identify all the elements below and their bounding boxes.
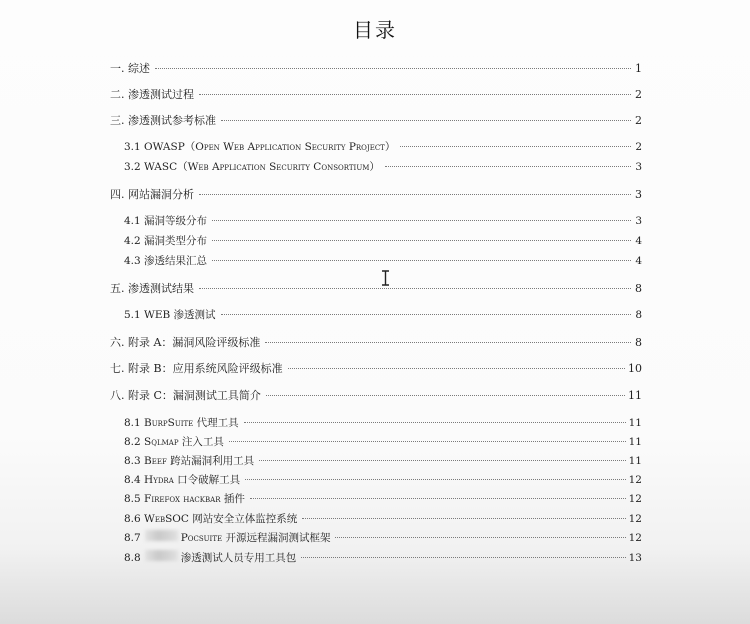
toc-entry-label: 七. 附录 B：应用系统风险评级标准 [110,362,283,375]
toc-entry-label: 8.6 WebSOC 网站安全立体监控系统 [124,513,298,525]
toc-entry-label: 5.1 WEB 渗透测试 [124,309,216,321]
text-cursor-icon [381,270,390,286]
toc-entry[interactable] [124,530,642,545]
toc-entry-label: 六. 附录 A：漏洞风险评级标准 [110,336,261,349]
toc-entry-label: 五. 渗透测试结果 [110,282,194,295]
dot-leader [250,498,626,499]
toc-entry[interactable] [124,472,642,487]
toc-entry-page: 11 [628,389,642,402]
dot-leader [400,146,631,147]
toc-entry-label: 8.4 Hydra 口令破解工具 [124,474,241,486]
toc-entry-label: 4.1 漏洞等级分布 [124,215,208,227]
toc-entry-label: 3.2 WASC（Web Application Security Consortium） [124,161,380,173]
redaction-blur [145,550,179,561]
toc-entry-page: 3 [635,215,642,227]
toc-entry-page: 8 [635,309,642,321]
toc-entry-page: 2 [635,114,642,127]
toc-entry[interactable] [124,434,642,449]
toc-entry-page: 1 [635,62,642,75]
toc-entry-page: 12 [628,532,642,544]
dot-leader [259,460,625,461]
toc-entry[interactable] [124,159,642,174]
toc-entry-page: 11 [628,455,642,467]
dot-leader [288,368,625,369]
dot-leader [199,94,631,95]
toc-entry[interactable] [124,307,642,322]
toc-entry[interactable] [124,233,642,248]
toc-entry-page: 8 [635,336,642,349]
dot-leader [221,314,631,315]
dot-leader [301,557,625,558]
toc-entry-page: 12 [628,513,642,525]
toc-entry-label-tail: 渗透测试人员专用工具包 [180,552,297,564]
toc-entry-page: 2 [635,141,642,153]
toc-entry-label: 八. 附录 C：漏洞测试工具简介 [110,389,261,402]
dot-leader [199,288,631,289]
toc-entry[interactable] [124,213,642,228]
toc-entry-label: 3.1 OWASP（Open Web Application Security Project） [124,141,396,153]
toc-entry[interactable] [110,86,642,102]
toc-entry-label: 4.3 渗透结果汇总 [124,255,208,267]
toc-entry-label: 二. 渗透测试过程 [110,88,194,101]
toc-entry[interactable] [124,453,642,468]
toc-title: 目录 [353,18,397,42]
dot-leader [244,422,626,423]
dot-leader [199,194,631,195]
toc-entry-page: 4 [635,235,642,247]
dot-leader [385,166,631,167]
toc-entry-page: 2 [635,88,642,101]
dot-leader [335,537,625,538]
dot-leader [265,342,631,343]
toc-entry[interactable] [110,334,642,350]
toc-entry[interactable] [110,360,642,376]
toc-entry-page: 13 [628,552,642,564]
dot-leader [245,479,626,480]
dot-leader [155,68,631,69]
toc-entry[interactable] [124,511,642,526]
toc-entry[interactable] [124,491,642,506]
toc-entry-page: 3 [635,161,642,173]
toc-entry-page: 3 [635,188,642,201]
toc-entry-label-tail: Pocsuite 开源远程漏洞测试框架 [180,532,331,544]
redaction-blur [145,530,179,541]
toc-entry-label: 8.7 [124,532,141,544]
toc-entry-label: 8.8 [124,552,141,564]
toc-entry[interactable] [110,60,642,76]
toc-entry-label: 8.3 Beef 跨站漏洞利用工具 [124,455,255,467]
toc-entry-page: 8 [635,282,642,295]
toc-entry-page: 11 [628,417,642,429]
toc-entry-label: 一. 综述 [110,62,150,75]
dot-leader [266,395,625,396]
dot-leader [212,240,631,241]
toc-entry[interactable] [110,387,642,403]
toc-entry-label: 4.2 漏洞类型分布 [124,235,208,247]
toc-entry-label: 8.5 Firefox hackbar 插件 [124,493,245,505]
toc-entry-page: 10 [628,362,642,375]
toc-entry[interactable] [124,253,642,268]
toc-entry-label: 四. 网站漏洞分析 [110,188,194,201]
toc-entry[interactable] [124,550,642,565]
dot-leader [302,518,625,519]
dot-leader [221,120,631,121]
toc-entry-page: 12 [628,493,642,505]
toc-entry[interactable] [110,112,642,128]
toc-entry[interactable] [124,415,642,430]
toc-entry[interactable] [110,280,642,296]
toc-entry-label: 8.1 BurpSuite 代理工具 [124,417,239,429]
toc-entry-label: 三. 渗透测试参考标准 [110,114,216,127]
dot-leader [212,260,631,261]
toc-entry-page: 12 [628,474,642,486]
dot-leader [229,441,626,442]
toc-entry[interactable] [110,186,642,202]
toc-entry-page: 11 [628,436,642,448]
toc-entry-label: 8.2 Sqlmap 注入工具 [124,436,224,448]
toc-entry-page: 4 [635,255,642,267]
dot-leader [212,220,631,221]
toc-entry[interactable] [124,139,642,154]
